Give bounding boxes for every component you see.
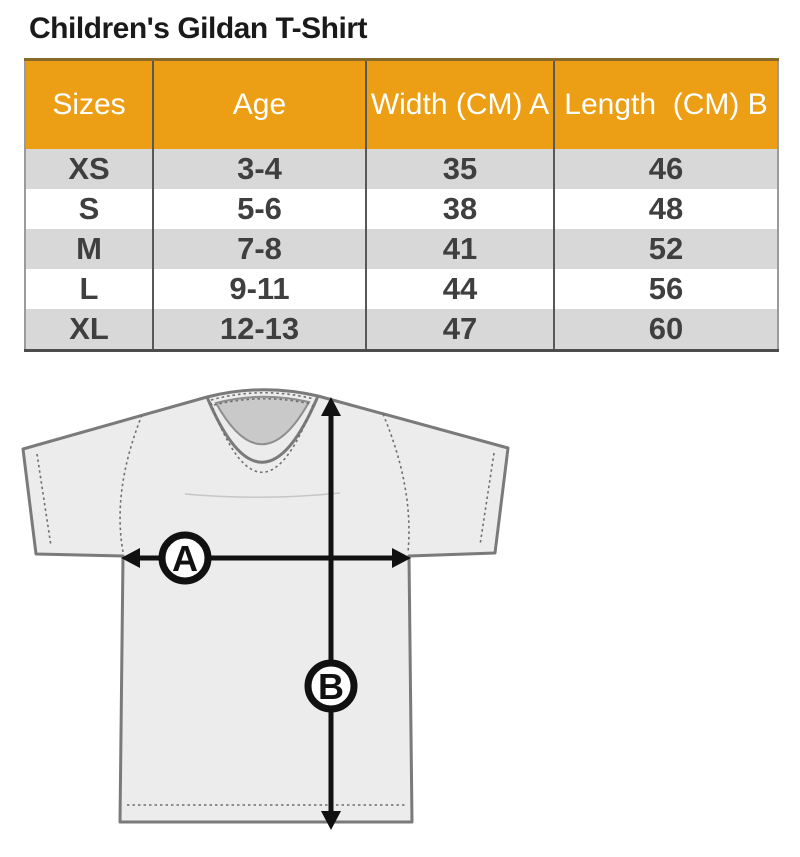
width-cell: 41 (366, 229, 554, 269)
length-cell: 56 (554, 269, 778, 309)
tshirt-diagram (0, 370, 560, 857)
length-marker-label: B (318, 666, 344, 707)
table-row (25, 149, 778, 189)
age-cell: 9-11 (153, 269, 366, 309)
column-header-age: Age (153, 60, 366, 150)
size-cell: M (25, 229, 153, 269)
length-cell: 46 (554, 149, 778, 189)
width-cell: 47 (366, 309, 554, 351)
table-row (25, 189, 778, 229)
width-marker-label: A (172, 538, 198, 579)
width-cell: 35 (366, 149, 554, 189)
size-cell: XS (25, 149, 153, 189)
tshirt-outline (23, 390, 508, 822)
age-cell: 3-4 (153, 149, 366, 189)
size-table (24, 58, 779, 352)
length-cell: 48 (554, 189, 778, 229)
age-cell: 5-6 (153, 189, 366, 229)
age-cell: 12-13 (153, 309, 366, 351)
width-cell: 38 (366, 189, 554, 229)
age-cell: 7-8 (153, 229, 366, 269)
width-cell: 44 (366, 269, 554, 309)
table-row (25, 269, 778, 309)
column-header-length: Length (CM) B (554, 60, 778, 150)
table-header-row (25, 60, 778, 150)
size-cell: XL (25, 309, 153, 351)
page-title: Children's Gildan T-Shirt (29, 12, 367, 45)
length-cell: 60 (554, 309, 778, 351)
size-cell: L (25, 269, 153, 309)
length-cell: 52 (554, 229, 778, 269)
width-marker-a (162, 535, 208, 581)
size-cell: S (25, 189, 153, 229)
table-row (25, 309, 778, 351)
length-marker-b (308, 663, 354, 709)
column-header-sizes: Sizes (25, 60, 153, 150)
column-header-width: Width (CM) A (366, 60, 554, 150)
table-row (25, 229, 778, 269)
